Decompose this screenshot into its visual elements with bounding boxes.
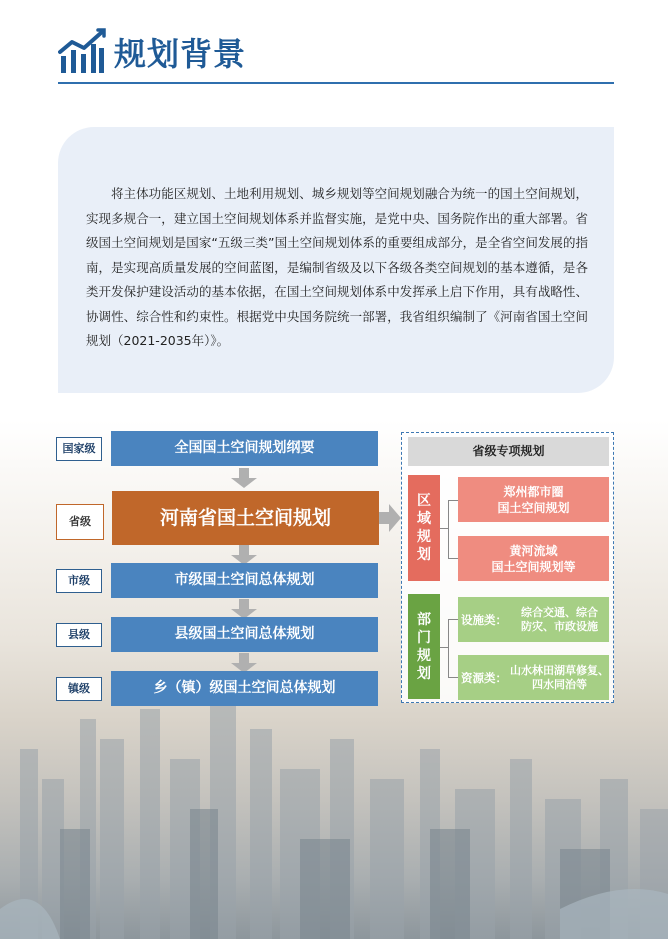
level-plan-province: 河南省国土空间规划: [112, 491, 379, 545]
department-plan-key: 资源类：: [461, 670, 507, 685]
right-arrow-icon: [379, 504, 401, 532]
down-arrow-icon: [231, 468, 257, 488]
connector-line: [448, 558, 458, 559]
connector-line: [440, 528, 448, 529]
department-plan-facilities: [458, 597, 609, 642]
level-plan-town: 乡（镇）级国土空间总体规划: [111, 671, 378, 706]
department-plan-value: [510, 664, 609, 692]
regional-plan-yellow-river: [458, 536, 609, 581]
connector-line: [448, 619, 449, 677]
intro-paragraph: 将主体功能区规划、土地利用规划、城乡规划等空间规划融合为统一的国土空间规划，实现多规合一，建立国土空间规划体系并监督实施，是党中央、国务院作出的重大部署。省级国土空间规划是国家“五级三类”国土空间规划体系的重要组成部分，是全省空间发展的指南，是实现高质量发展的空间蓝图，是编制省级及以下各级各类空间规划的基本遵循，是各类开发保护建设活动的基本依据，在国土空间规划体系中发挥承上启下作用，具有战略性、协调性、综合性和约束性。根据党中央国务院统一部署，我省组织编制了《河南省国土空间规划（2021-2035年）》。: [86, 186, 588, 348]
down-arrow-icon: [231, 599, 257, 619]
department-plan-line1: 综合交通、综合: [521, 605, 598, 619]
department-plan-line2: 四水同治等: [532, 677, 587, 691]
page-title: 规划背景: [114, 35, 247, 73]
department-plan-resources: [458, 655, 609, 700]
regional-plans-label-text: 区域规划: [417, 493, 431, 563]
department-plan-line1: 山水林田湖草修复、: [510, 663, 609, 677]
regional-plans-label: [408, 475, 440, 581]
connector-line: [448, 500, 449, 558]
page-header: [58, 24, 246, 74]
city-skyline-image: [0, 679, 668, 939]
connector-line: [440, 647, 448, 648]
special-plans-title: 省级专项规划: [408, 437, 609, 466]
regional-plan-line1: 郑州都市圈: [503, 484, 564, 499]
department-plan-key: 设施类：: [461, 612, 507, 627]
intro-card: [58, 127, 614, 393]
level-label-county: 县级: [56, 623, 102, 647]
down-arrow-icon: [231, 545, 257, 565]
regional-plan-line1: 黄河流域: [509, 543, 558, 558]
department-plan-value: [510, 606, 609, 634]
level-label-national: 国家级: [56, 437, 102, 461]
level-label-town: 镇级: [56, 677, 102, 701]
connector-line: [448, 677, 458, 678]
regional-plan-line2: 国土空间规划: [497, 500, 570, 515]
connector-line: [448, 619, 458, 620]
department-plans-label: [408, 594, 440, 699]
level-plan-national: 全国国土空间规划纲要: [111, 431, 378, 466]
level-label-city: 市级: [56, 569, 102, 593]
bar-chart-icon: [58, 28, 106, 74]
header-divider: [58, 82, 614, 84]
regional-plan-line2: 国土空间规划等: [491, 559, 576, 574]
down-arrow-icon: [231, 653, 257, 673]
level-label-province: 省级: [56, 504, 104, 540]
level-plan-city: 市级国土空间总体规划: [111, 563, 378, 598]
level-plan-county: 县级国土空间总体规划: [111, 617, 378, 652]
department-plan-line2: 防灾、市政设施: [521, 619, 598, 633]
regional-plan-zhengzhou: [458, 477, 609, 522]
department-plans-label-text: 部门规划: [417, 611, 431, 682]
connector-line: [448, 500, 458, 501]
